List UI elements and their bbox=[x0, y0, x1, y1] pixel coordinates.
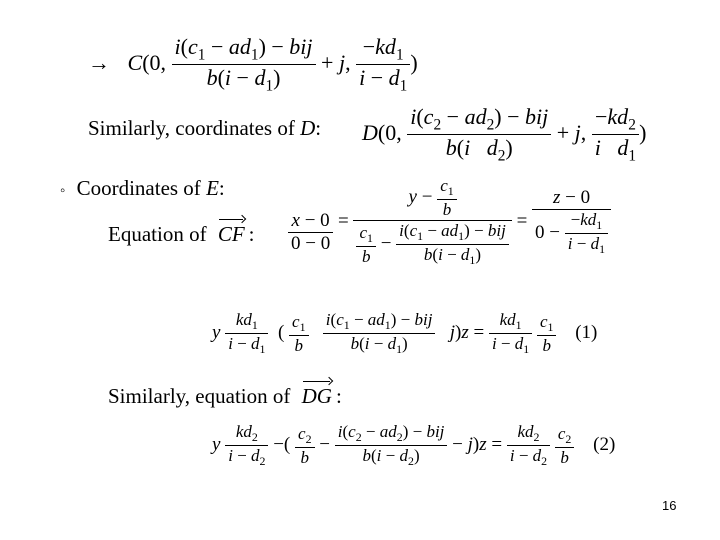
coordinates-e-bullet: ◦ Coordinates of E: bbox=[60, 176, 225, 200]
vector-cf: CF bbox=[217, 222, 245, 246]
d-z-fraction: $\frac{-kd_2}{i d_1}$ bbox=[592, 104, 639, 166]
c-z-fraction: $\frac{-kd_1}{i - d_1}$ bbox=[356, 34, 410, 96]
equation-cf-label: Equation of CF : bbox=[108, 222, 255, 246]
equation-number-2: (2) bbox=[593, 434, 616, 456]
page-number: 16 bbox=[662, 498, 677, 513]
d-y-fraction: $\frac{i(c_2 - ad_2) - bij}{b(i d_2)}$ bbox=[407, 104, 551, 166]
equation-number-1: (1) bbox=[575, 322, 598, 344]
cf-y-fraction: y − $\frac{c_1}{b}$ $\frac{c_1}{b}$ − $\frac{i(c_1 - ad_1) - bij}{b(i - d_1)}$ bbox=[353, 176, 511, 268]
c-y-fraction: $\frac{i(c_1 - ad_1) - bij}{b(i - d_1)}$ bbox=[172, 34, 316, 96]
similarly-equation-dg-text: Similarly, equation of DG : bbox=[108, 384, 342, 408]
equation-one: y $\frac{kd_1}{i - d_1}$ ( $\frac{c_1}{b}$ $\frac{i(c_1 - ad_1) - bij}{b(i - d_1)}$ j)z = $\frac{kd_1}{i - d_1}$ $\frac{c_1}{b}$ (1) bbox=[212, 310, 598, 357]
equation-two: y $\frac{kd_2}{i - d_2}$ −( $\frac{c_2}{b}$ − $\frac{i(c_2 - ad_2) - bij}{b(i - d_2)}$ − j)z = $\frac{kd_2}{i - d_2}$ $\frac{c_2}{b}$ (2) bbox=[212, 422, 616, 469]
cf-z-fraction: z − 0 0 − $\frac{-kd_1}{i - d_1}$ bbox=[532, 187, 611, 257]
point-d-coordinates: D(0, $\frac{i(c_2 - ad_2) - bij}{b(i d_2)}$ + j, $\frac{-kd_2}{i d_1}$ ) bbox=[362, 104, 647, 165]
point-c-coordinates: → C(0, $\frac{i(c_1 - ad_1) - bij}{b(i - d_1)}$ + j, $\frac{-kd_1}{i - d_1}$ ) bbox=[88, 34, 418, 95]
similarly-coordinates-d-text: Similarly, coordinates of D: bbox=[88, 116, 322, 140]
cf-x-fraction: $\frac{x - 0}{0 - 0}$ bbox=[288, 210, 333, 255]
equation-cf: $\frac{x - 0}{0 - 0}$ = y − $\frac{c_1}{b}$ $\frac{c_1}{b}$ − $\frac{i(c_1 - ad_1) - bij}{b(i - d_1)}$ = z − 0 0 − $\frac{-kd_1}{i - d_1}$ bbox=[288, 176, 611, 268]
implies-arrow: → bbox=[88, 49, 110, 75]
bullet-icon: ◦ bbox=[60, 183, 66, 199]
vector-dg: DG bbox=[301, 384, 332, 408]
